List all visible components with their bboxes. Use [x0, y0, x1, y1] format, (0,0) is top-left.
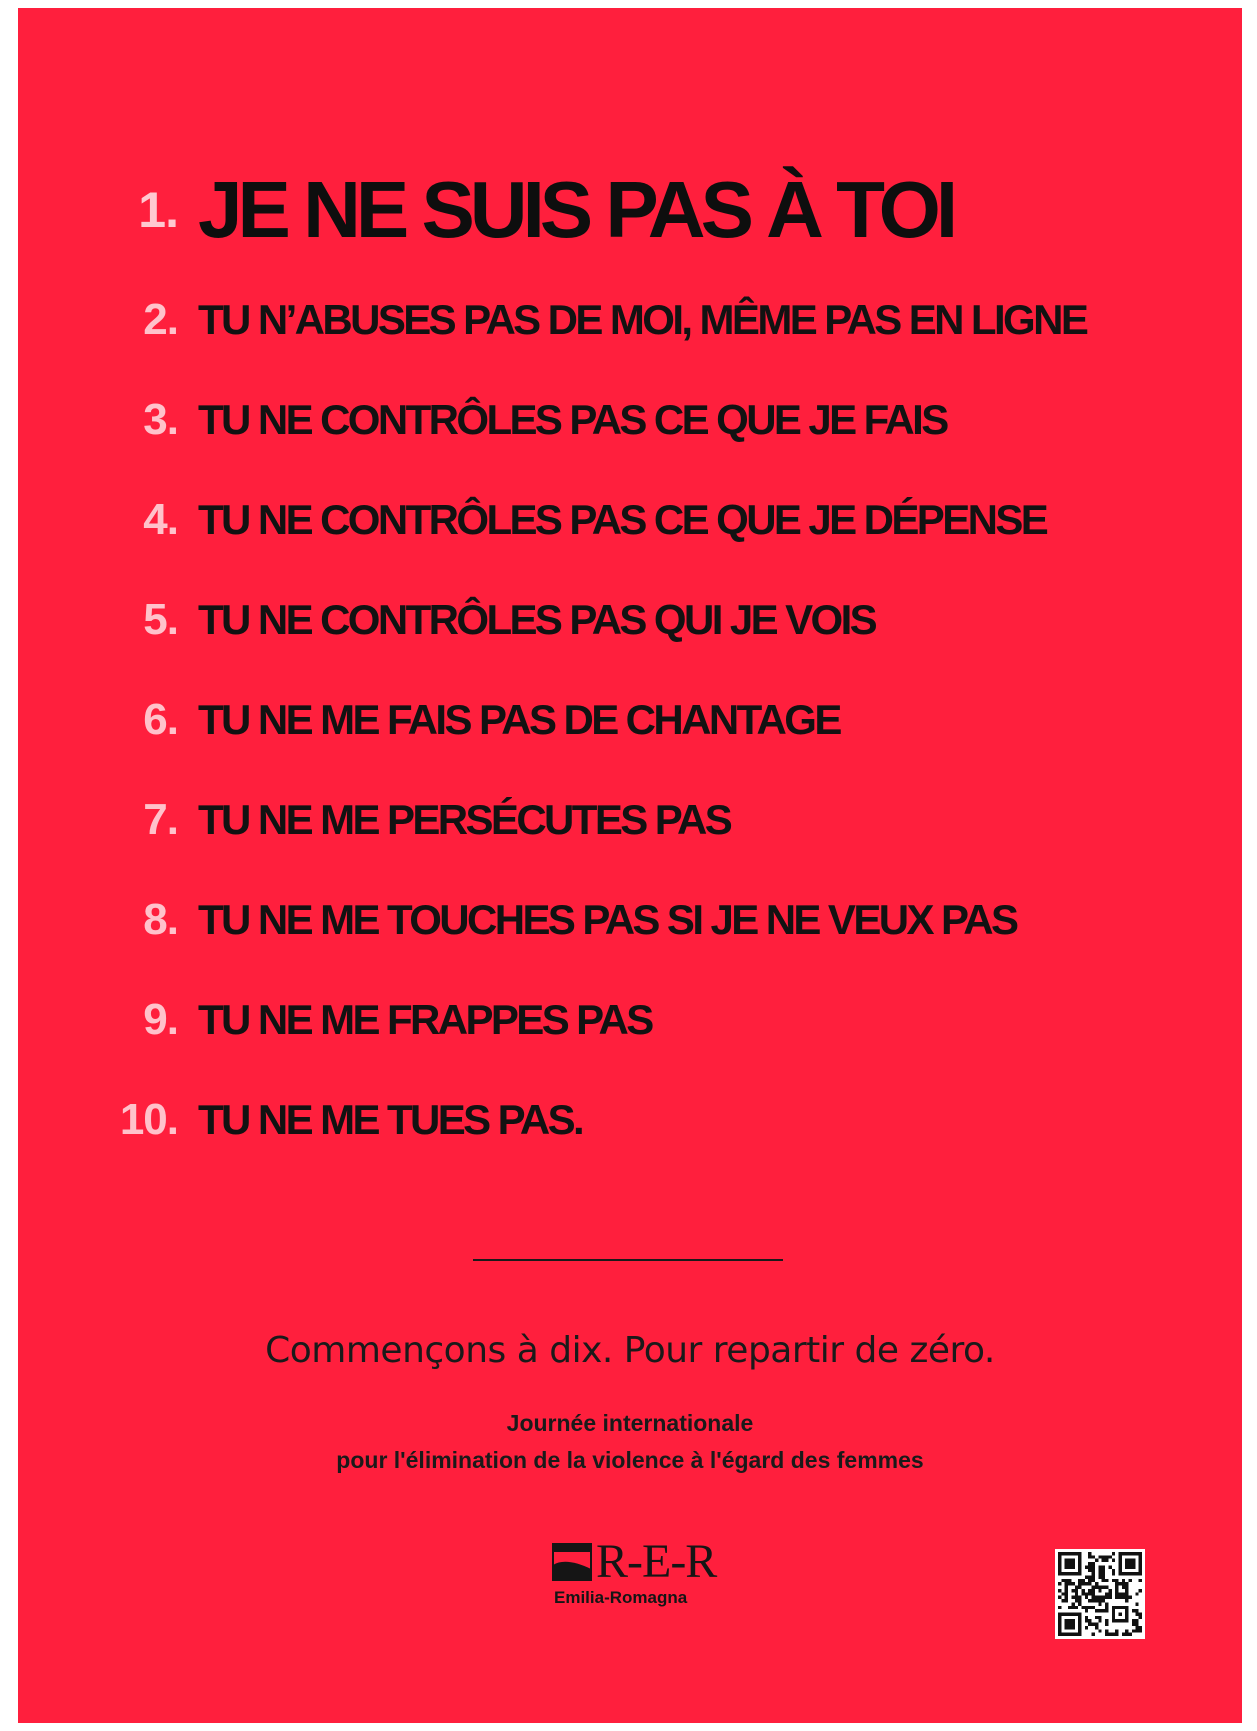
item-text: TU NE CONTRÔLES PAS CE QUE JE FAIS — [198, 396, 947, 443]
item-text: TU NE ME TUES PAS. — [198, 1096, 583, 1143]
list-item — [18, 285, 1242, 355]
item-number: 2. — [143, 295, 178, 344]
item-text: TU NE ME FAIS PAS DE CHANTAGE — [198, 696, 840, 743]
item-number: 8. — [143, 895, 178, 944]
list-item — [18, 685, 1242, 755]
item-number: 4. — [143, 495, 178, 544]
item-text: JE NE SUIS PAS À TOI — [198, 165, 954, 254]
item-text: TU NE ME TOUCHES PAS SI JE NE VEUX PAS — [198, 896, 1017, 943]
list-item — [18, 585, 1242, 655]
item-number: 6. — [143, 695, 178, 744]
tagline: Commençons à dix. Pour repartir de zéro. — [265, 1330, 995, 1371]
list-item — [18, 885, 1242, 955]
event-title-line-1: Journée internationale — [506, 1410, 754, 1436]
item-number: 9. — [143, 995, 178, 1044]
divider — [473, 1259, 783, 1261]
list-item — [18, 385, 1242, 455]
item-number: 10. — [119, 1095, 178, 1144]
item-text: TU NE CONTRÔLES PAS QUI JE VOIS — [198, 596, 876, 643]
event-title-line-2: pour l'élimination de la violence à l'égard des femmes — [336, 1447, 924, 1473]
poster — [18, 8, 1242, 1723]
item-number: 5. — [143, 595, 178, 644]
rer-flag-logo-icon — [552, 1543, 592, 1581]
item-number: 1. — [138, 182, 178, 238]
logo-subtitle: Emilia-Romagna — [554, 1588, 688, 1607]
item-text: TU NE ME FRAPPES PAS — [198, 996, 652, 1043]
item-number: 3. — [143, 395, 178, 444]
logo-name: R-E-R — [596, 1535, 717, 1588]
list-item — [18, 1085, 1242, 1155]
item-text: TU N’ABUSES PAS DE MOI, MÊME PAS EN LIGNE — [198, 296, 1087, 343]
list-item — [18, 165, 1242, 254]
item-text: TU NE ME PERSÉCUTES PAS — [198, 796, 731, 843]
list-item — [18, 485, 1242, 555]
item-number: 7. — [143, 795, 178, 844]
list-item — [18, 785, 1242, 855]
qr-code-icon — [1055, 1549, 1145, 1639]
item-text: TU NE CONTRÔLES PAS CE QUE JE DÉPENSE — [198, 496, 1047, 543]
rer-logo — [552, 1535, 728, 1610]
list-item — [18, 985, 1242, 1055]
